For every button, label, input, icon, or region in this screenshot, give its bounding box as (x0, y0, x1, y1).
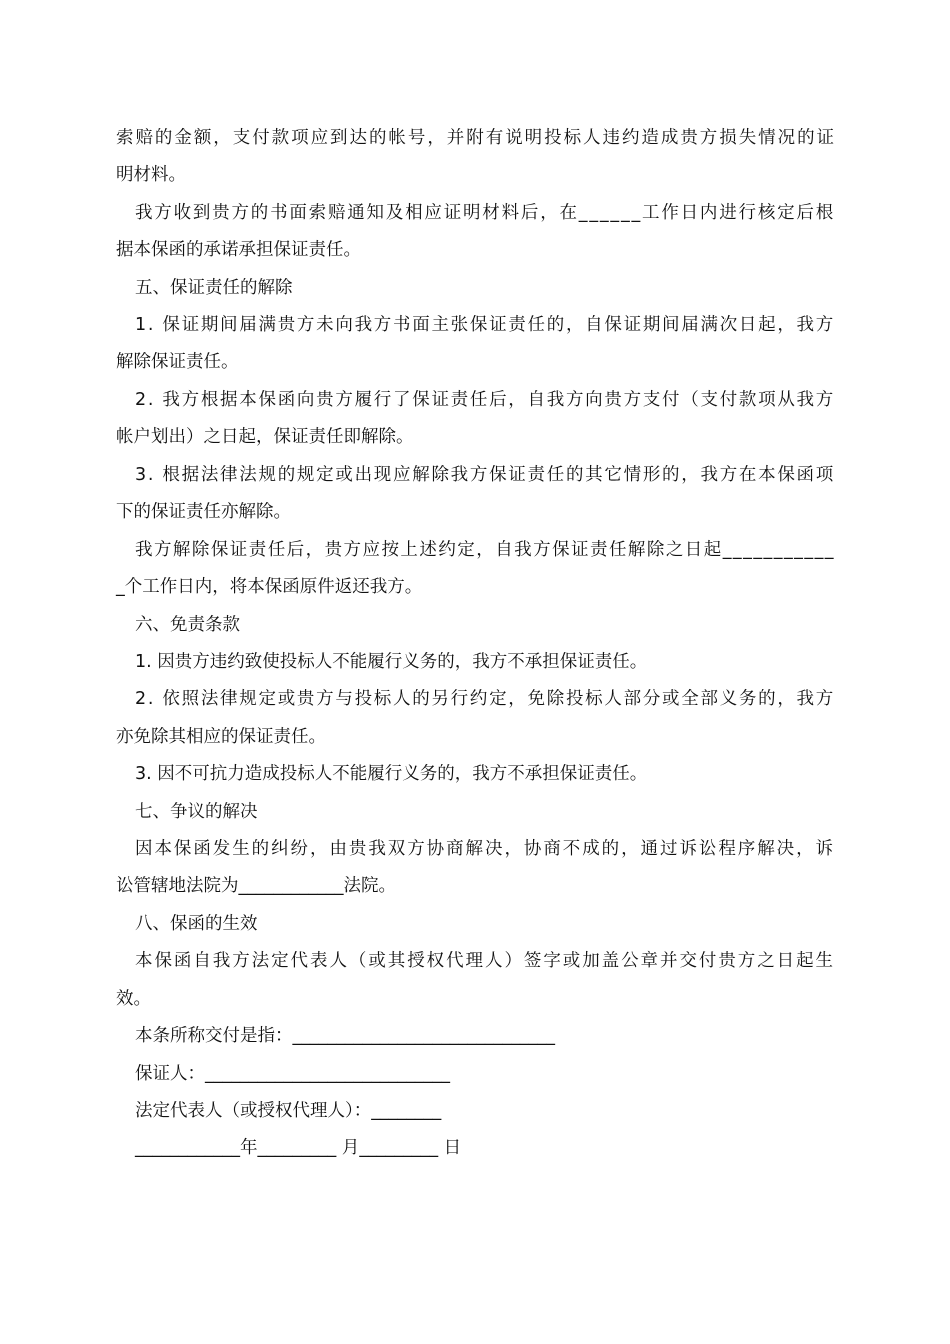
paragraph-line: 1. 保证期间届满贵方未向我方书面主张保证责任的，自保证期间届满次日起，我方 (135, 315, 835, 335)
paragraph-line: 3. 因不可抗力造成投标人不能履行义务的，我方不承担保证责任。 (135, 764, 648, 784)
paragraph-line: 下的保证责任亦解除。 (116, 502, 291, 522)
paragraph-line: 效。 (116, 989, 151, 1009)
paragraph-line: 1. 因贵方违约致使投标人不能履行义务的，我方不承担保证责任。 (135, 652, 648, 672)
section-heading: 八、保函的生效 (135, 914, 258, 934)
section-heading: 五、保证责任的解除 (135, 278, 293, 298)
paragraph-line: _个工作日内，将本保函原件返还我方。 (116, 577, 423, 597)
legal-representative-field: 法定代表人（或授权代理人）：________ (135, 1101, 442, 1121)
paragraph-line: 3. 根据法律法规的规定或出现应解除我方保证责任的其它情形的，我方在本保函项 (135, 465, 835, 485)
paragraph-line: 索赔的金额，支付款项应到达的帐号，并附有说明投标人违约造成贵方损失情况的证 (116, 128, 836, 148)
section-heading: 六、免责条款 (135, 615, 240, 635)
date-field: ____________年_________ 月_________ 日 (135, 1138, 462, 1158)
paragraph-line: 因本保函发生的纠纷，由贵我双方协商解决，协商不成的，通过诉讼程序解决，诉 (135, 839, 835, 859)
paragraph-line: 我方解除保证责任后，贵方应按上述约定，自我方保证责任解除之日起___________ (135, 540, 835, 560)
paragraph-line: 解除保证责任。 (116, 352, 239, 372)
paragraph-line: 帐户划出）之日起，保证责任即解除。 (116, 427, 414, 447)
paragraph-line: 明材料。 (116, 165, 186, 185)
paragraph-line: 本保函自我方法定代表人（或其授权代理人）签字或加盖公章并交付贵方之日起生 (135, 951, 835, 971)
paragraph-line: 讼管辖地法院为____________法院。 (116, 876, 396, 896)
paragraph-line: 我方收到贵方的书面索赔通知及相应证明材料后，在______工作日内进行核定后根 (135, 203, 835, 223)
paragraph-line: 2. 依照法律规定或贵方与投标人的另行约定，免除投标人部分或全部义务的，我方 (135, 689, 835, 709)
delivery-definition-field: 本条所称交付是指：______________________________ (135, 1026, 555, 1046)
paragraph-line: 亦免除其相应的保证责任。 (116, 727, 326, 747)
paragraph-line: 2. 我方根据本保函向贵方履行了保证责任后，自我方向贵方支付（支付款项从我方 (135, 390, 835, 410)
section-heading: 七、争议的解决 (135, 802, 258, 822)
guarantor-field: 保证人：____________________________ (135, 1064, 450, 1084)
paragraph-line: 据本保函的承诺承担保证责任。 (116, 240, 361, 260)
